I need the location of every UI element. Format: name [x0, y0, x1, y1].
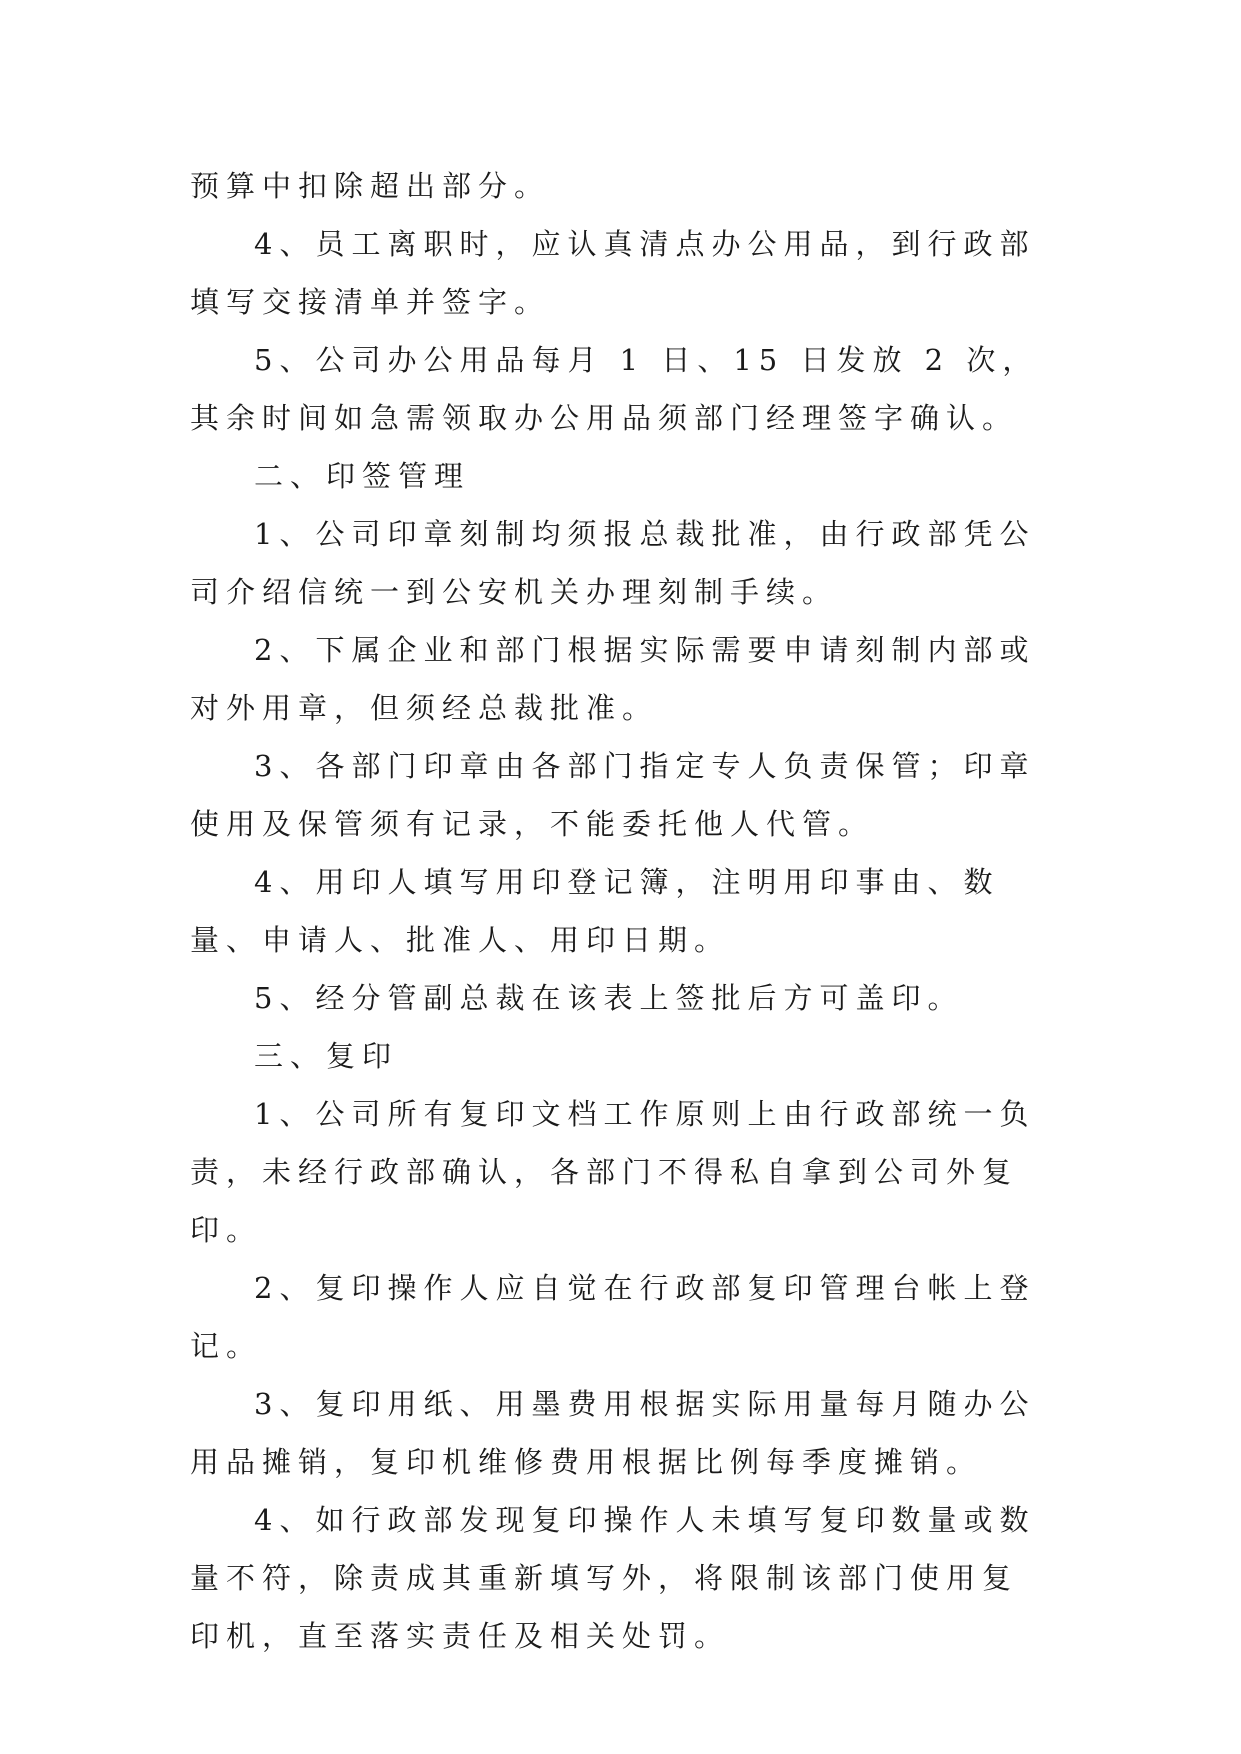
paragraph-seal-item-2: 2、下属企业和部门根据实际需要申请刻制内部或对外用章，但须经总裁批准。 — [190, 633, 1036, 725]
paragraph-seal-item-1: 1、公司印章刻制均须报总裁批准，由行政部凭公司介绍信统一到公安机关办理刻制手续。 — [190, 517, 1036, 609]
paragraph-office-supplies-item-5: 5、公司办公用品每月 1 日、15 日发放 2 次，其余时间如急需领取办公用品须部门经理签字确认。 — [190, 343, 1039, 435]
paragraph-seal-item-5: 5、经分管副总裁在该表上签批后方可盖印。 — [254, 981, 964, 1015]
document-body — [190, 157, 1050, 1665]
section-heading-photocopy: 三、复印 — [254, 1039, 399, 1073]
paragraph-copy-item-3: 3、复印用纸、用墨费用根据实际用量每月随办公用品摊销，复印机维修费用根据比例每季度摊销。 — [190, 1387, 1036, 1479]
paragraph-office-supplies-item-4: 4、员工离职时，应认真清点办公用品，到行政部填写交接清单并签字。 — [190, 227, 1036, 319]
section-heading-seal-management: 二、印签管理 — [254, 459, 471, 493]
paragraph-copy-item-2: 2、复印操作人应自觉在行政部复印管理台帐上登记。 — [190, 1271, 1036, 1363]
paragraph-copy-item-4: 4、如行政部发现复印操作人未填写复印数量或数量不符，除责成其重新填写外，将限制该部门使用复印机，直至落实责任及相关处罚。 — [190, 1503, 1036, 1653]
paragraph-seal-item-3: 3、各部门印章由各部门指定专人负责保管；印章使用及保管须有记录，不能委托他人代管。 — [190, 749, 1036, 841]
paragraph-copy-item-1: 1、公司所有复印文档工作原则上由行政部统一负责，未经行政部确认，各部门不得私自拿到公司外复印。 — [190, 1097, 1036, 1247]
paragraph-continuation: 预算中扣除超出部分。 — [190, 169, 551, 203]
paragraph-seal-item-4: 4、用印人填写用印登记簿，注明用印事由、数量、申请人、批准人、用印日期。 — [190, 865, 1000, 957]
